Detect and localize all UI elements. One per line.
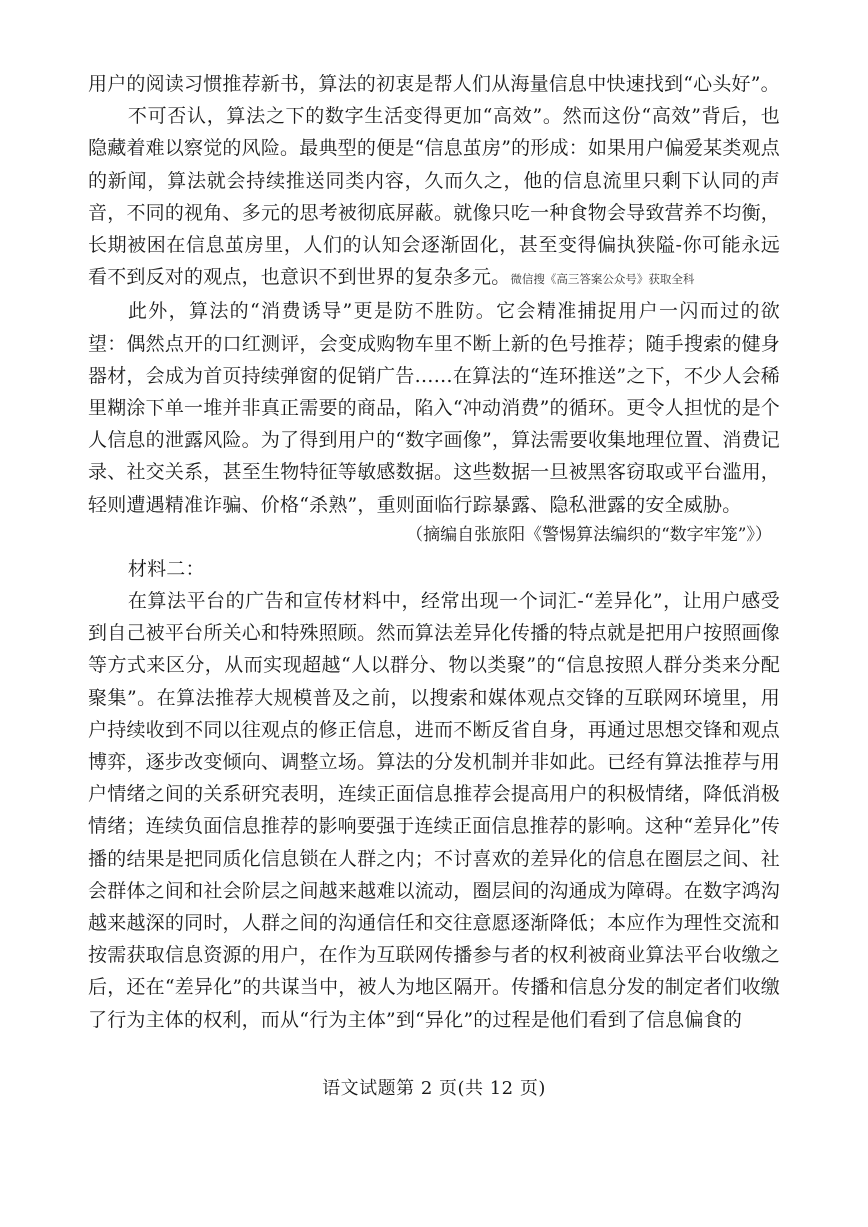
paragraph-text: 不可否认，算法之下的数字生活变得更加“高效”。然而这份“高效”背后，也隐藏着难以察觉的风险。最典型的便是“信息茧房”的形成：如果用户偏爱某类观点的新闻，算法就会持续推送同类内容，久而久之，他的信息流里只剩下认同的声音，不同的视角、多元的思考被彻底屏蔽。就像只吃一种食物会导致营养不均衡，长期被困在信息茧房里，人们的认知会逐渐固化，甚至变得偏执狭隘-你可能永远看不到反对的观点，也意识不到世界的复杂多元。 xyxy=(88,105,780,289)
paragraph-continuation: 用户的阅读习惯推荐新书，算法的初衷是帮人们从海量信息中快速找到“心头好”。 xyxy=(88,73,780,95)
source-citation: （摘编自张旅阳《警惕算法编织的“数字牢笼”》） xyxy=(406,524,772,545)
material-two-label: 材料二： xyxy=(127,557,205,580)
watermark-text: 微信搜《高三答案公众号》获取全科 xyxy=(510,272,695,287)
paragraph-differentiation: 在算法平台的广告和宣传材料中，经常出现一个词汇-“差异化”，让用户感受到自己被平台所关心和特殊照顾。然而算法差异化传播的特点就是把用户按照画像等方式来区分，从而实现超越“人以群分、物以类聚”的“信息按照人群分类来分配聚集”。在算法推荐大规模普及之前，以搜索和媒体观点交锋的互联网环境里，用户持续收到不同以往观点的修正信息，进而不断反省自身，再通过思想交锋和观点博弈，逐步改变倾向、调整立场。算法的分发机制并非如此。已经有算法推荐与用户情绪之间的关系研究表明，连续正面信息推荐会提高用户的积极情绪，降低消极情绪；连续负面信息推荐的影响要强于连续正面信息推荐的影响。这种“差异化”传播的结果是把同质化信息锁在人群之内；不讨喜欢的差异化的信息在圈层之间、社会群体之间和社会阶层之间越来越难以流动，圈层间的沟通成为障碍。在数字鸿沟越来越深的同时，人群之间的沟通信任和交往意愿逐渐降低；本应作为理性交流和按需获取信息资源的用户，在作为互联网传播参与者的权利被商业算法平台收缴之后，还在“差异化”的共谋当中，被人为地区隔开。传播和信息分发的制定者们收缴了行为主体的权利，而从“行为主体”到“异化”的过程是他们看到了信息偏食的 xyxy=(88,590,780,1031)
page-footer: 语文试题第 2 页(共 12 页) xyxy=(322,1078,546,1099)
paragraph-information-cocoon xyxy=(88,100,780,295)
document-body xyxy=(88,68,780,1036)
paragraph-consumption-inducement: 此外，算法的“消费诱导”更是防不胜防。它会精准捕捉用户一闪而过的欲望：偶然点开的口红测评，会变成购物车里不断上新的色号推荐；随手搜索的健身器材，会成为首页持续弹窗的促销广告……在算法的“连环推送”之下，不少人会稀里糊涂下单一堆并非真正需要的商品，陷入“冲动消费”的循环。更令人担忧的是个人信息的泄露风险。为了得到用户的“数字画像”，算法需要收集地理位置、消费记录、社交关系，甚至生物特征等敏感数据。这些数据一旦被黑客窃取或平台滥用，轻则遭遇精准诈骗、价格“杀熟”，重则面临行踪暴露、隐私泄露的安全威胁。 xyxy=(88,300,780,516)
